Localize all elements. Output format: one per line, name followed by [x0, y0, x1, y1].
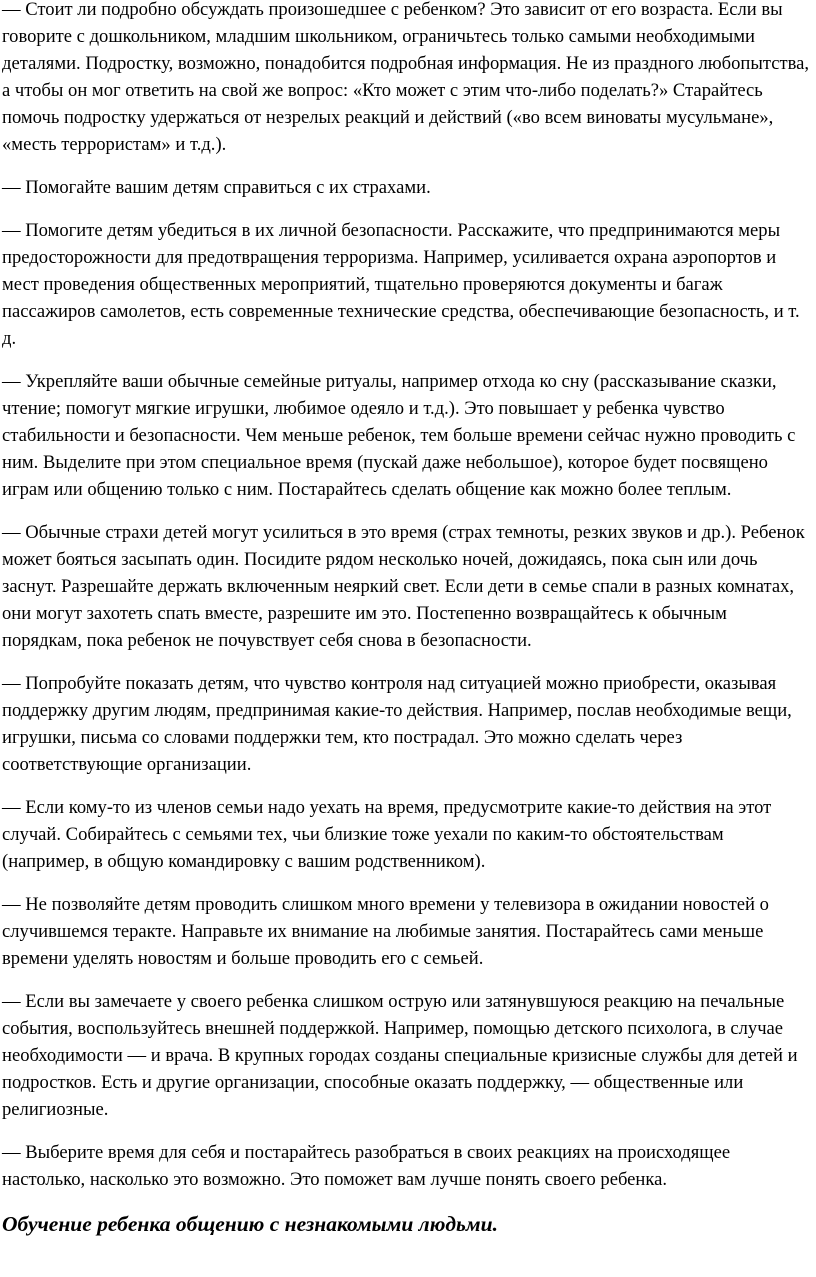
paragraph-discussion-age: — Стоит ли подробно обсуждать произошедшее с ребенком? Это зависит от его возраста. Если вы говорите с дошкольником, младшим школьником, ограничьтесь только самыми необходимыми деталями. Подростку, возможно, понадобится подробная информация. Не из праздного любопытства, а чтобы он мог ответить на свой же вопрос: «Кто может с этим что-либо поделать?» Старайтесь помочь подростку удержаться от незрелых реакций и действий («во всем виноваты мусульмане», «месть террористам» и т.д.). — [2, 0, 810, 155]
section-heading: Обучение ребенка общению с незнакомыми людьми. — [2, 1212, 498, 1236]
paragraph-personal-safety: — Помогите детям убедиться в их личной безопасности. Расскажите, что предпринимаются меры предосторожности для предотвращения терроризма. Например, усиливается охрана аэропортов и мест проведения общественных мероприятий, тщательно проверяются документы и багаж пассажиров самолетов, есть современные технические средства, обеспечивающие безопасность, и т. д. — [2, 220, 800, 349]
paragraph-sense-of-control: — Попробуйте показать детям, что чувство контроля над ситуацией можно приобрести, оказывая поддержку другим людям, предпринимая какие-то действия. Например, послав необходимые вещи, игрушки, письма со словами поддержки тем, кто пострадал. Это можно сделать через соответствующие организации. — [2, 673, 792, 775]
paragraph-outside-support: — Если вы замечаете у своего ребенка слишком острую или затянувшуюся реакцию на печальные события, воспользуйтесь внешней поддержкой. Например, помощью детского психолога, в случае необходимости — и врача. В крупных городах созданы специальные кризисные службы для детей и подростков. Есть и другие организации, способные оказать поддержку, — общественные или религиозные. — [2, 991, 798, 1120]
paragraph-ordinary-fears: — Обычные страхи детей могут усилиться в это время (страх темноты, резких звуков и др.). Ребенок может бояться засыпать один. Посидите рядом несколько ночей, дожидаясь, пока сын или дочь заснут. Разрешайте держать включенным неяркий свет. Если дети в семье спали в разных комнатах, они могут захотеть спать вместе, разрешите им это. Постепенно возвращайтесь к обычным порядкам, пока ребенок не почувствует себя снова в безопасности. — [2, 522, 805, 651]
paragraph-family-travel: — Если кому-то из членов семьи надо уехать на время, предусмотрите какие-то действия на этот случай. Собирайтесь с семьями тех, чьи близкие тоже уехали по каким-то обстоятельствам (например, в общую командировку с вашим родственником). — [2, 797, 772, 872]
paragraph-television: — Не позволяйте детям проводить слишком много времени у телевизора в ожидании новостей о случившемся теракте. Направьте их внимание на любимые занятия. Постарайтесь сами меньше времени уделять новостям и больше проводить его с семьей. — [2, 894, 769, 969]
paragraph-time-for-self: — Выберите время для себя и постарайтесь разобраться в своих реакциях на происходящее настолько, насколько это возможно. Это поможет вам лучше понять своего ребенка. — [2, 1142, 731, 1190]
paragraph-family-rituals: — Укрепляйте ваши обычные семейные ритуалы, например отхода ко сну (рассказывание сказки, чтение; помогут мягкие игрушки, любимое одеяло и т.д.). Это повышает у ребенка чувство стабильности и безопасности. Чем меньше ребенок, тем больше времени сейчас нужно проводить с ним. Выделите при этом специальное время (пускай даже небольшое), которое будет посвящено играм или общению только с ним. Постарайтесь сделать общение как можно более теплым. — [2, 371, 796, 500]
paragraph-help-fears: — Помогайте вашим детям справиться с их страхами. — [2, 177, 431, 198]
